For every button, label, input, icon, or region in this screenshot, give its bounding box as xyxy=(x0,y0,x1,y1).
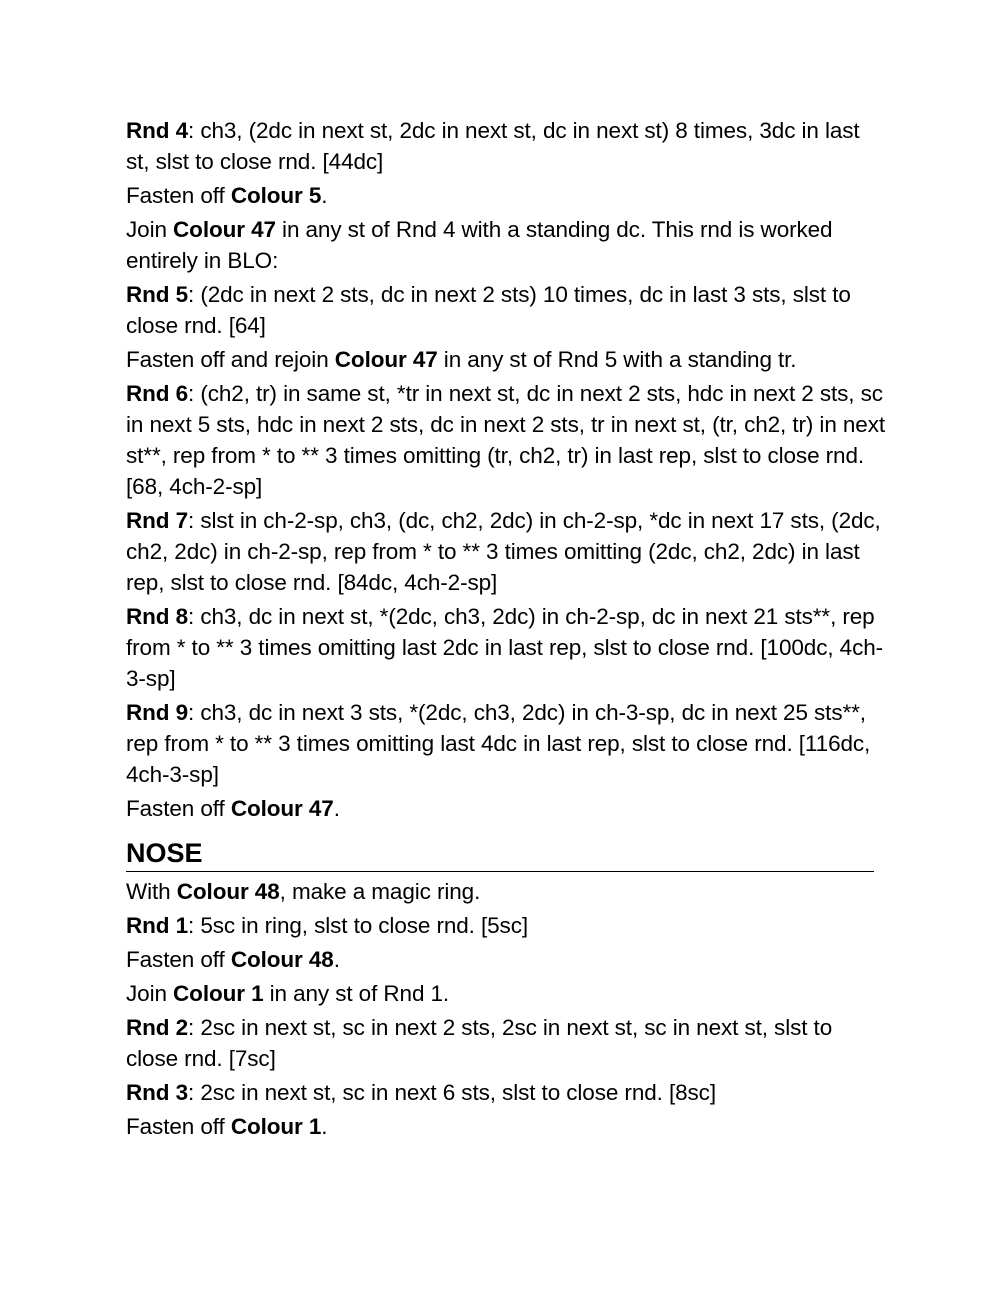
round-text: : (2dc in next 2 sts, dc in next 2 sts) 10 times, dc in last 3 sts, slst to close rnd. [64] xyxy=(126,282,851,338)
round-instruction xyxy=(126,505,886,598)
round-label: Rnd 8 xyxy=(126,604,189,629)
round-label: Rnd 5 xyxy=(126,282,189,307)
instruction-text: , make a magic ring. xyxy=(279,879,481,904)
instruction-text: in any st of Rnd 1. xyxy=(263,981,450,1006)
round-instruction xyxy=(126,601,886,694)
round-label: Rnd 6 xyxy=(126,381,189,406)
instruction-text: . xyxy=(321,183,328,208)
instruction-text: in any st of Rnd 4 with a standing dc. This rnd is worked entirely in BLO: xyxy=(126,217,833,273)
instruction-text: . xyxy=(333,796,340,821)
colour-name: Colour 1 xyxy=(173,981,264,1006)
round-instruction xyxy=(126,378,886,502)
round-text: : 2sc in next st, sc in next 6 sts, slst to close rnd. [8sc] xyxy=(188,1080,716,1105)
instruction-text: in any st of Rnd 5 with a standing tr. xyxy=(437,347,797,372)
instruction-text: Fasten off and rejoin xyxy=(126,347,335,372)
round-label: Rnd 1 xyxy=(126,913,189,938)
round-instruction xyxy=(126,697,886,790)
round-text: : 2sc in next st, sc in next 2 sts, 2sc in next st, sc in next st, slst to close rnd. [7sc] xyxy=(126,1015,833,1071)
round-label: Rnd 2 xyxy=(126,1015,189,1040)
instruction-text: Join xyxy=(126,217,174,242)
colour-name: Colour 47 xyxy=(230,796,334,821)
colour-instruction xyxy=(126,978,886,1009)
instruction-text: Join xyxy=(126,981,174,1006)
colour-name: Colour 48 xyxy=(176,879,280,904)
round-instruction xyxy=(126,910,886,941)
round-instruction xyxy=(126,279,886,341)
round-label: Rnd 9 xyxy=(126,700,189,725)
instruction-text: With xyxy=(126,879,177,904)
round-instruction xyxy=(126,1012,886,1074)
colour-instruction xyxy=(126,944,886,975)
round-instruction xyxy=(126,1077,886,1108)
round-label: Rnd 3 xyxy=(126,1080,189,1105)
colour-name: Colour 5 xyxy=(230,183,322,208)
round-text: : ch3, (2dc in next st, 2dc in next st, dc in next st) 8 times, 3dc in last st, slst to close rnd. [44dc] xyxy=(126,118,860,174)
colour-instruction xyxy=(126,344,886,375)
colour-name: Colour 48 xyxy=(230,947,334,972)
colour-instruction xyxy=(126,793,886,824)
instruction-text: Fasten off xyxy=(126,947,231,972)
instruction-text: Fasten off xyxy=(126,183,231,208)
instruction-text: . xyxy=(333,947,340,972)
instruction-text: . xyxy=(321,1114,328,1139)
round-label: Rnd 7 xyxy=(126,508,189,533)
round-text: : ch3, dc in next st, *(2dc, ch3, 2dc) in ch-2-sp, dc in next 21 sts**, rep from * to ** 3 times omitting last 2dc in last rep, slst to close rnd. [100dc, 4ch-3-sp] xyxy=(126,604,884,691)
pattern-page xyxy=(126,115,886,1145)
instruction-text: Fasten off xyxy=(126,796,231,821)
round-instruction xyxy=(126,115,886,177)
round-text: : slst in ch-2-sp, ch3, (dc, ch2, 2dc) in ch-2-sp, *dc in next 17 sts, (2dc, ch2, 2dc) in ch-2-sp, rep from * to ** 3 times omitting (2dc, ch2, 2dc) in last rep, slst to close rnd. [84dc, 4ch-2-sp] xyxy=(126,508,881,595)
instruction-text: Fasten off xyxy=(126,1114,231,1139)
round-text: : (ch2, tr) in same st, *tr in next st, dc in next 2 sts, hdc in next 2 sts, sc in next 5 sts, hdc in next 2 sts, dc in next 2 sts, tr in next st, (tr, ch2, tr) in next st**, rep from * to ** 3 times omitting (tr, ch2, tr) in last rep, slst to close rnd. [68, 4ch-2-sp] xyxy=(126,381,886,499)
colour-instruction xyxy=(126,180,886,211)
round-label: Rnd 4 xyxy=(126,118,189,143)
colour-instruction xyxy=(126,214,886,276)
colour-name: Colour 47 xyxy=(334,347,438,372)
colour-name: Colour 47 xyxy=(173,217,276,242)
section-heading-nose: NOSE xyxy=(126,836,874,872)
colour-instruction xyxy=(126,876,886,907)
colour-name: Colour 1 xyxy=(230,1114,322,1139)
round-text: : ch3, dc in next 3 sts, *(2dc, ch3, 2dc) in ch-3-sp, dc in next 25 sts**, rep from * to ** 3 times omitting last 4dc in last rep, slst to close rnd. [116dc, 4ch-3-sp] xyxy=(126,700,871,787)
round-text: : 5sc in ring, slst to close rnd. [5sc] xyxy=(188,913,528,938)
colour-instruction xyxy=(126,1111,886,1142)
